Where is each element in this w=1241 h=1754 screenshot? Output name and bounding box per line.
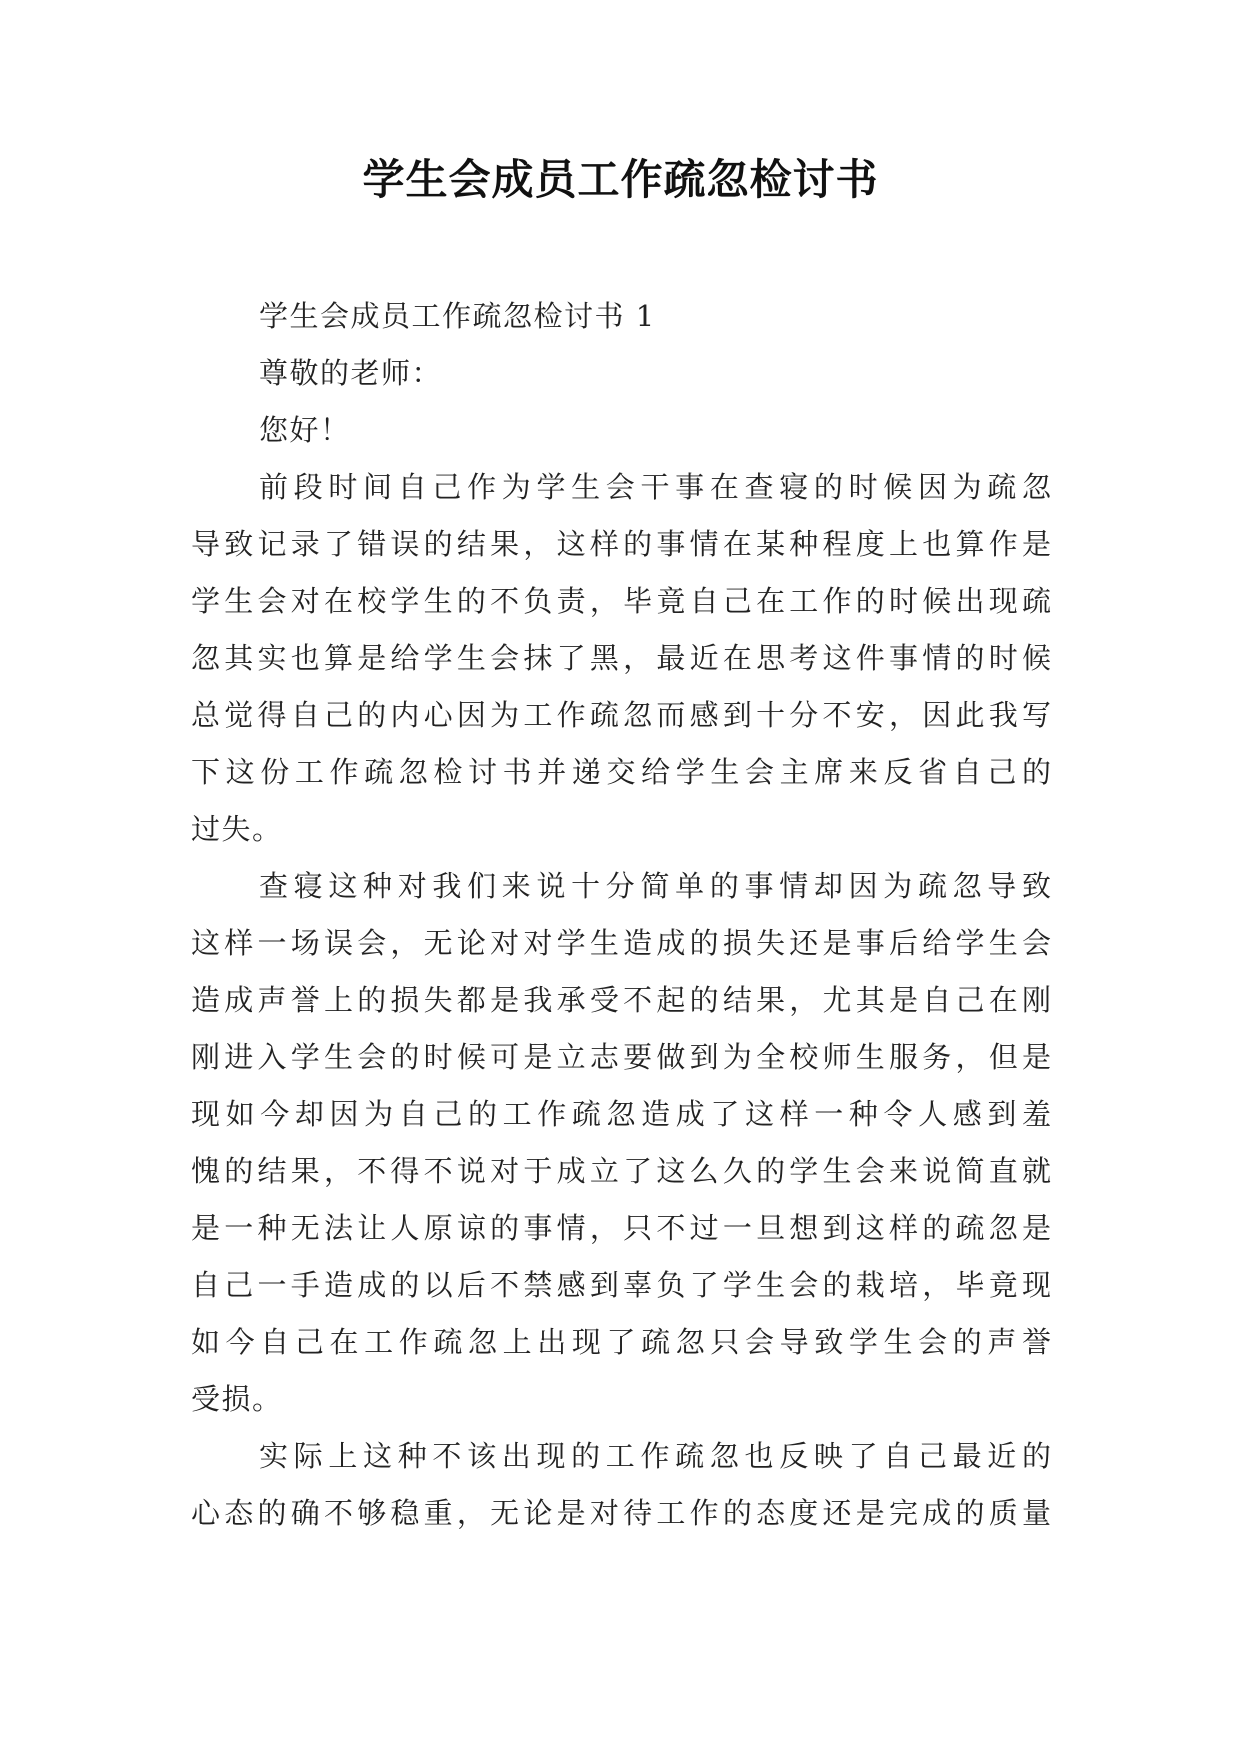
document-body xyxy=(191,288,1051,1542)
paragraph-2-line-2: 这样一场误会，无论对对学生造成的损失还是事后给学生会 xyxy=(191,926,1051,960)
paragraph-2-line-7: 是一种无法让人原谅的事情，只不过一旦想到这样的疏忽是 xyxy=(191,1211,1051,1245)
paragraph-1-line-7: 过失。 xyxy=(191,812,283,846)
paragraph-1-line-3: 学生会对在校学生的不负责，毕竟自己在工作的时候出现疏 xyxy=(191,584,1051,618)
greeting-line: 您好！ xyxy=(259,413,351,447)
paragraph-3-line-2: 心态的确不够稳重，无论是对待工作的态度还是完成的质量 xyxy=(191,1496,1051,1530)
paragraph-2-line-6: 愧的结果，不得不说对于成立了这么久的学生会来说简直就 xyxy=(191,1154,1051,1188)
paragraph-3-line-1: 实际上这种不该出现的工作疏忽也反映了自己最近的 xyxy=(259,1439,1051,1473)
document-title: 学生会成员工作疏忽检讨书 xyxy=(362,155,879,204)
paragraph-1-line-4: 忽其实也算是给学生会抹了黑，最近在思考这件事情的时候 xyxy=(191,641,1051,675)
subtitle-line: 学生会成员工作疏忽检讨书 1 xyxy=(259,299,656,333)
paragraph-1-line-2: 导致记录了错误的结果，这样的事情在某种程度上也算作是 xyxy=(191,527,1051,561)
paragraph-2-line-1: 查寝这种对我们来说十分简单的事情却因为疏忽导致 xyxy=(259,869,1051,903)
paragraph-2-line-10: 受损。 xyxy=(191,1382,283,1416)
paragraph-2-line-8: 自己一手造成的以后不禁感到辜负了学生会的栽培，毕竟现 xyxy=(191,1268,1051,1302)
paragraph-2-line-9: 如今自己在工作疏忽上出现了疏忽只会导致学生会的声誉 xyxy=(191,1325,1051,1359)
paragraph-2-line-5: 现如今却因为自己的工作疏忽造成了这样一种令人感到羞 xyxy=(191,1097,1051,1131)
paragraph-1-line-1: 前段时间自己作为学生会干事在查寝的时候因为疏忽 xyxy=(259,470,1051,504)
salutation-line: 尊敬的老师： xyxy=(259,356,443,390)
paragraph-1-line-6: 下这份工作疏忽检讨书并递交给学生会主席来反省自己的 xyxy=(191,755,1051,789)
paragraph-2-line-4: 刚进入学生会的时候可是立志要做到为全校师生服务，但是 xyxy=(191,1040,1051,1074)
paragraph-1-line-5: 总觉得自己的内心因为工作疏忽而感到十分不安，因此我写 xyxy=(191,698,1051,732)
paragraph-2-line-3: 造成声誉上的损失都是我承受不起的结果，尤其是自己在刚 xyxy=(191,983,1051,1017)
